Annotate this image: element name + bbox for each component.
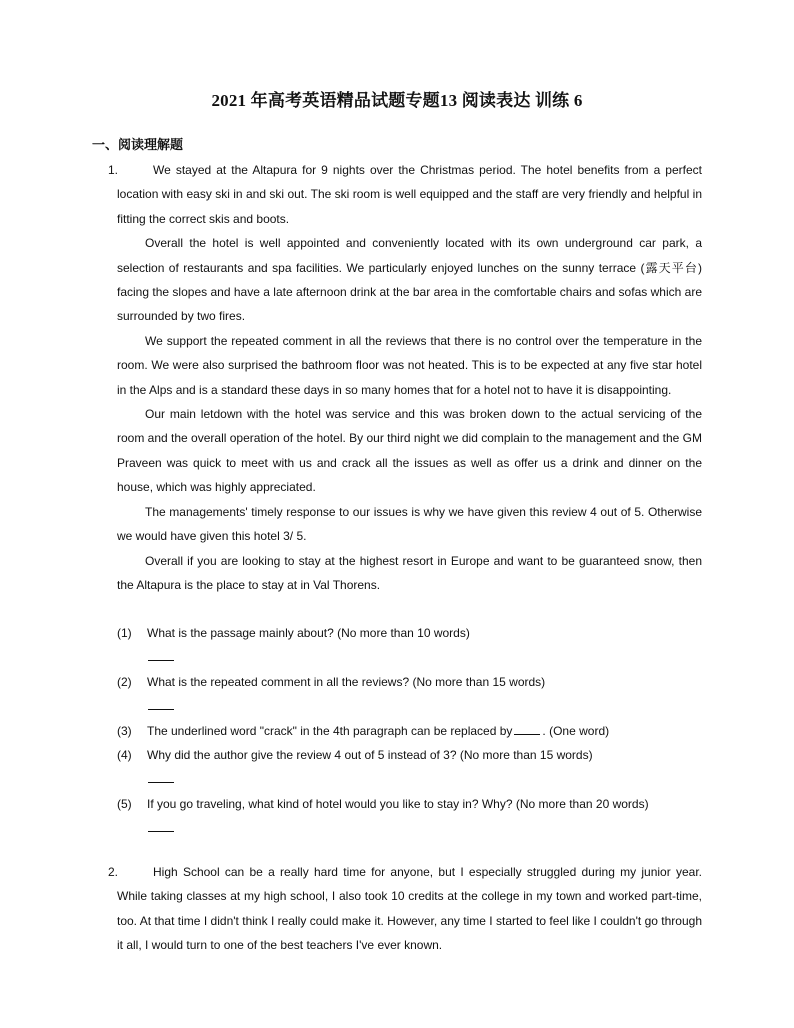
sub-question (117, 621, 702, 645)
section-heading: 一、阅读理解题 (92, 138, 184, 153)
sub-question-number: (1) (117, 626, 132, 640)
passage-1 (117, 158, 702, 597)
sub-question (117, 670, 702, 694)
sub-question (117, 719, 702, 743)
paragraph: Our main letdown with the hotel was service and this was broken down to the actual servicing of the room and the overall operation of the hotel. By our third night we did complain to the management and the GM Praveen was quick to meet with us and crack all the issues as well as offer us a drink and dinner on the house, which was highly appreciated. (117, 407, 703, 495)
paragraph: High School can be a really hard time for anyone, but I especially struggled during my junior year. While taking classes at my high school, I also took 10 credits at the college in my town and worked part-time, too. At that time I didn't think I really could make it. However, any time I started to feel like I couldn't go through it all, I would turn to one of the best teachers I've ever known. (117, 865, 702, 953)
answer-blank[interactable] (117, 816, 702, 840)
passage-2 (117, 860, 702, 958)
sub-question (117, 743, 702, 767)
inline-answer-blank[interactable] (514, 722, 540, 735)
answer-blank[interactable] (117, 767, 702, 791)
sub-question-text: If you go traveling, what kind of hotel would you like to stay in? Why? (No more than 20 words) (147, 796, 649, 811)
sub-question-text-before: The underlined word "crack" in the 4th paragraph can be replaced by (147, 723, 513, 738)
sub-question-text: What is the repeated comment in all the reviews? (No more than 15 words) (147, 674, 546, 689)
sub-question-number: (5) (117, 796, 132, 811)
sub-question-number: (3) (117, 723, 132, 738)
sub-question-text: What is the passage mainly about? (No more than 10 words) (147, 626, 470, 640)
paragraph: Overall if you are looking to stay at the highest resort in Europe and want to be guaranteed snow, then the Altapura is the place to stay at in Val Thorens. (117, 553, 702, 592)
answer-blank[interactable] (117, 694, 702, 718)
sub-question-number: (4) (117, 747, 132, 762)
paragraph: We stayed at the Altapura for 9 nights over the Christmas period. The hotel benefits from a perfect location with easy ski in and ski out. The ski room is well equipped and the staff are very friendly and helpful in fitting the correct skis and boots. (117, 163, 702, 226)
answer-line (148, 709, 174, 710)
question-number: 1. (108, 163, 119, 177)
question-list (117, 621, 702, 841)
answer-line (148, 831, 174, 832)
paragraph: We support the repeated comment in all the reviews that there is no control over the temperature in the room. We were also surprised the bathroom floor was not heated. This is to be expected at any five star hotel in the Alps and is a standard these days in so many homes that for a hotel not to have it is disappointing. (117, 333, 702, 397)
question-number: 2. (108, 865, 119, 879)
answer-line (148, 660, 174, 661)
paragraph: Overall the hotel is well appointed and conveniently located with its own underground car park, a selection of restaurants and spa facilities. We particularly enjoyed lunches on the sunny terrace (露天平台) facing the slopes and have a late afternoon drink at the bar area in the comfortable chairs and sofas which are surrounded by two fires. (117, 236, 702, 324)
sub-question-text: Why did the author give the review 4 out of 5 instead of 3? (No more than 15 words) (147, 747, 593, 762)
sub-question-number: (2) (117, 674, 132, 689)
paragraph: The managements' timely response to our issues is why we have given this review 4 out of 5. Otherwise we would have given this hotel 3/ 5. (117, 504, 702, 544)
answer-line (148, 782, 174, 783)
sub-question-text-after: . (One word) (542, 723, 610, 738)
document-title: 2021 年高考英语精品试题专题13 阅读表达 训练 6 (211, 91, 583, 110)
sub-question (117, 792, 702, 816)
answer-blank[interactable] (117, 645, 702, 669)
sub-question-text (147, 719, 609, 743)
